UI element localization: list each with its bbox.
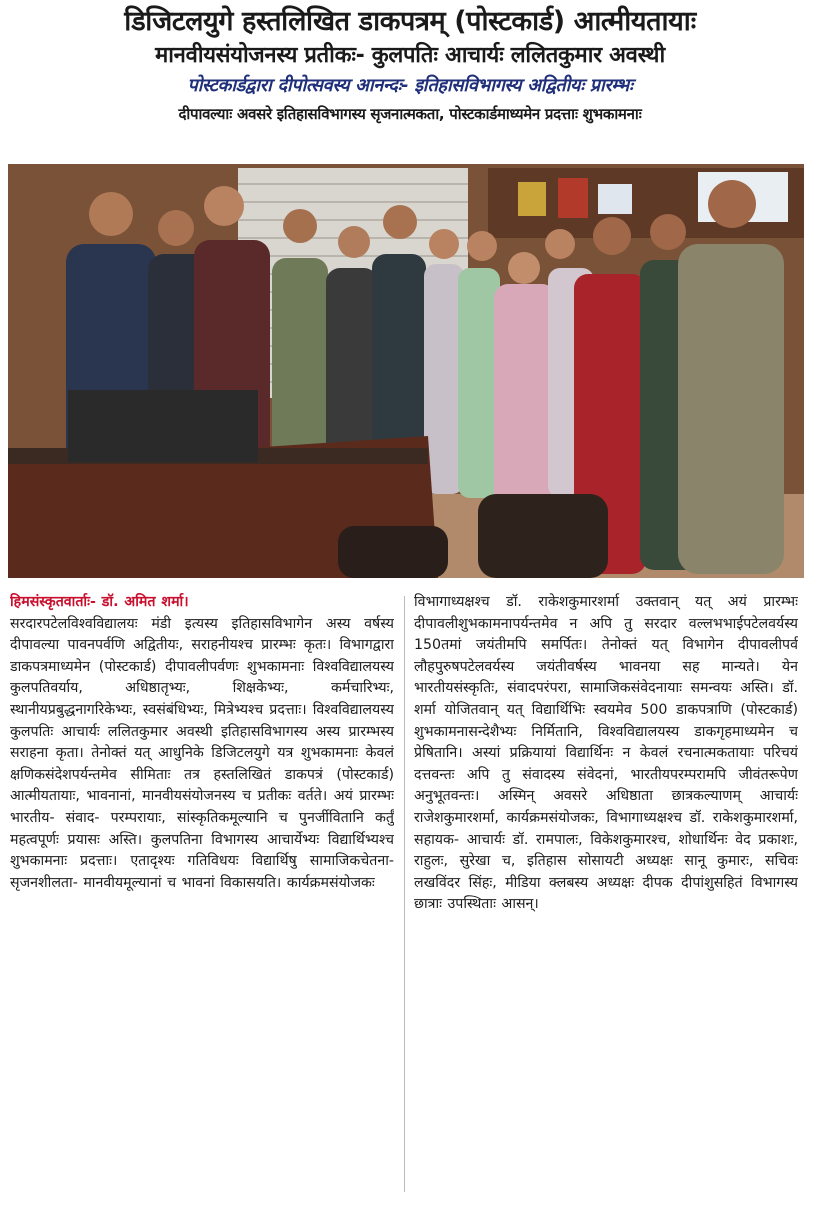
group-photo (8, 164, 804, 578)
headline-main: डिजिटलयुगे हस्तलिखित डाकपत्रम् (पोस्टकार्ड) आत्मीयतायाः (124, 6, 696, 37)
headline-sub-1: मानवीयसंयोजनस्य प्रतीकः- कुलपतिः आचार्यः ललितकुमार अवस्थी (155, 43, 665, 68)
headline-sub-2: पोस्टकार्डद्वारा दीपोत्सवस्य आनन्दः- इतिहासविभागस्य अद्वितीयः प्रारम्भः (187, 75, 633, 96)
headline-sub-3: दीपावल्याः अवसरे इतिहासविभागस्य सृजनात्मकता, पोस्टकार्डमाध्यमेन प्रदत्ताः शुभकामनाः (178, 105, 642, 123)
group-photo-icon (8, 164, 804, 578)
article-column-right (414, 592, 798, 1196)
article-text-right: विभागाध्यक्षश्च डॉ. राकेशकुमारशर्मा उक्तवान् यत् अयं प्रारम्भः दीपावलीशुभकामनापर्यन्तमेव न अपि तु सरदार वल्लभभाईपटेलवर्यस्य 150तमां जयंतीमपि समर्पितः। तेनोक्तं यत् विभागेन दीपावलीपर्व लौहपुरुषपटेलवर्यस्य जयंतीवर्षस्य भावनया सह मान्यते। येन भारतीयसंस्कृतिः, संवादपरंपरा, सामाजिकसंवेदनायाः समन्वयः अस्ति। डॉ. शर्मा योजितवान् यत् विद्यार्थिभिः स्वयमेव 500 डाकपत्राणि (पोस्टकार्ड) शुभकामनासन्देशैभ्यः निर्मितानि, विश्वविद्यालयस्य डाकगृहमाध्यमेन च प्रेषितानि। अस्यां प्रक्रियायां विद्यार्थिनः न केवलं रचनात्मकतायाः परिचयं दत्तवन्तः अपि तु संवादस्य संवेदनां, भारतीयपरम्परामपि जीवंतरूपेण अनुभूतवन्तः। अस्मिन् अवसरे अधिष्ठाता छात्रकल्याणम् आचार्यः राजेशकुमारशर्मा, कार्यक्रमसंयोजकः, विभागाध्यक्षश्च डॉ. राकेशकुमारशर्मा, सहायक- आचार्यः डॉ. रामपालः, विकेशकुमारश्च, शोधार्थिनः वेद प्रकाशः, राहुलः, सुरेखा च, इतिहास सोसायटी अध्यक्षः सानू कुमारः, सचिवः लखविंदर सिंहः, मीडिया क्लबस्य अध्यक्षः दीपक दीपांशुसहितं विभागस्य छात्राः उपस्थिताः आसन्। (414, 594, 798, 913)
article-body (10, 592, 806, 1196)
article-column-left (10, 592, 394, 1196)
article-text-left: सरदारपटेलविश्वविद्यालयः मंडी इत्यस्य इतिहासविभागेन अस्य वर्षस्य दीपावल्या पावनपर्वणि अद्वितीयः, सराहनीयश्च प्रारम्भः कृतः। विभागद्वारा डाकपत्रमाध्यमेन (पोस्टकार्ड) दीपावलीपर्वणः शुभकामनाः विश्वविद्यालयस्य कुलपतिवर्याय, अधिष्ठातृभ्यः, शिक्षकेभ्यः, कर्मचारिभ्यः, स्थानीयप्रबुद्धनागरिकेभ्यः, स्वसंबंधिभ्यः, मित्रेभ्यश्च प्रदत्ताः। विश्वविद्यालयस्य कुलपतिः आचार्यः ललितकुमार अवस्थी इतिहासविभागस्य अस्य प्रारम्भस्य सराहना कृता। तेनोक्तं यत् आधुनिके डिजिटलयुगे यत्र शुभकामनाः केवलं क्षणिकसंदेशपर्यन्तमेव सीमिताः तत्र हस्तलिखितं डाकपत्रं (पोस्टकार्ड) आत्मीयतायाः, भावनानां, मानवीयसंयोजनस्य च प्रतीकः वर्तते। अयं प्रारम्भः भारतीय- संवाद- परम्परायाः, सांस्कृतिकमूल्यानि च पुनर्जीवितानि कर्तुं महत्वपूर्णः प्रयासः अस्ति। कुलपतिना विभागस्य आचार्येभ्यः विद्यार्थिभ्यश्च शुभकामनाः प्रदत्ताः। एतादृश्यः गतिविधयः विद्यार्थिषु सामाजिकचेतना- सृजनशीलता- मानवीयमूल्यानां च भावनां विकासयति। कार्यक्रमसंयोजकः (10, 615, 394, 891)
column-divider (404, 596, 405, 1192)
byline: हिमसंस्कृतवार्ताः- डॉ. अमित शर्मा। (10, 594, 189, 610)
